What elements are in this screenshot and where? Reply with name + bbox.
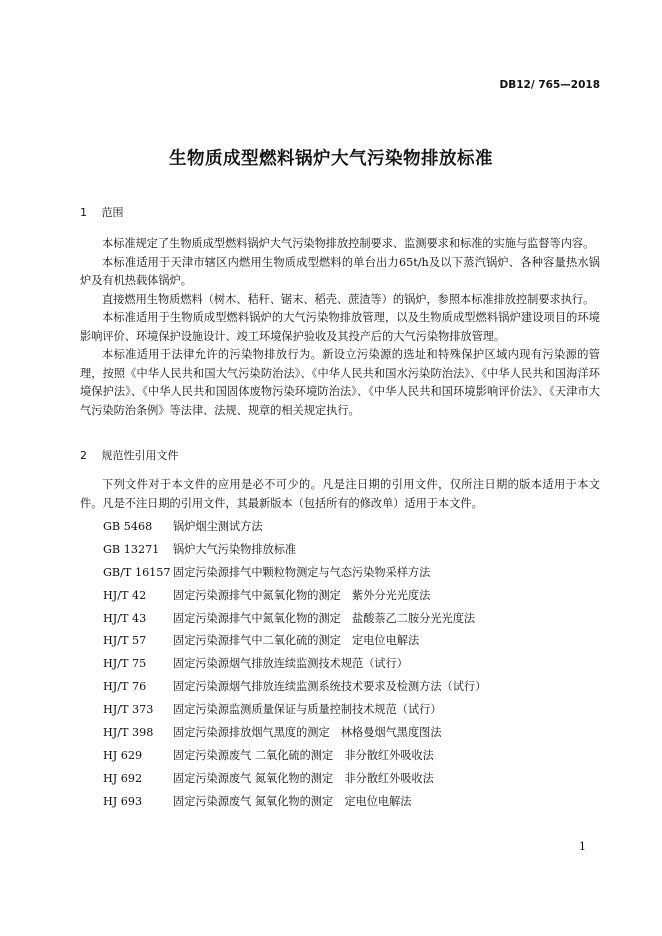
reference-code: HJ 692 <box>103 771 143 785</box>
reference-code: GB 5468 <box>103 520 153 533</box>
paragraph: 本标准适用于天津市辖区内燃用生物质成型燃料的单台出力65t/h及以下蒸汽锅炉、各种容量热水锅炉及有机热载体锅炉。 <box>80 255 600 287</box>
reference-item <box>103 701 603 724</box>
reference-code: HJ/T 76 <box>103 680 147 694</box>
reference-title: 固定污染源监测质量保证与质量控制技术规范（试行） <box>173 703 442 717</box>
reference-title: 固定污染源排放烟气黑度的测定 林格曼烟气黑度图法 <box>173 726 442 740</box>
paragraph: 本标准规定了生物质成型燃料锅炉大气污染物排放控制要求、监测要求和标准的实施与监督等内容。 <box>102 237 595 250</box>
section-scope-body <box>80 235 600 420</box>
reference-item <box>103 793 603 816</box>
reference-title: 固定污染源废气 氮氧化物的测定 定电位电解法 <box>173 794 412 808</box>
reference-code: HJ 629 <box>103 748 143 762</box>
section-heading-normative-references <box>80 447 179 463</box>
reference-code: GB/T 16157 <box>103 565 171 579</box>
reference-code: HJ/T 75 <box>103 657 147 671</box>
paragraph: 本标准适用于法律允许的污染物排放行为。新设立污染源的选址和特殊保护区域内现有污染源的管理，按照《中华人民共和国大气污染防治法》、《中华人民共和国水污染防治法》、《中华人民共和国海洋环境保护法》、《中华人民共和国固体废物污染环境防治法》、《中华人民共和国环境影响评价法》、《天津市大气污染防治条例》等法律、法规、规章的相关规定执行。 <box>80 348 600 417</box>
reference-item <box>103 587 603 610</box>
reference-code: HJ/T 57 <box>103 634 147 648</box>
reference-item <box>103 564 603 587</box>
reference-item <box>103 541 603 564</box>
section-title: 规范性引用文件 <box>101 449 179 462</box>
reference-item <box>103 655 603 678</box>
document-title: 生物质成型燃料锅炉大气污染物排放标准 <box>169 149 493 169</box>
reference-code: HJ/T 42 <box>103 588 147 602</box>
reference-title: 锅炉大气污染物排放标准 <box>173 542 297 556</box>
reference-title: 固定污染源排气中二氧化硫的测定 定电位电解法 <box>173 634 420 648</box>
section-title: 范围 <box>101 206 124 219</box>
paragraph: 本标准适用于生物质成型燃料锅炉的大气污染物排放管理，以及生物质成型燃料锅炉建设项目的环境影响评价、环境保护设施设计、竣工环境保护验收及其投产后的大气污染物排放管理。 <box>80 311 600 343</box>
reference-item <box>103 518 603 541</box>
reference-title: 固定污染源排气中氮氧化物的测定 盐酸萘乙二胺分光光度法 <box>173 611 476 625</box>
reference-item <box>103 724 603 747</box>
reference-title: 固定污染源排气中氮氧化物的测定 紫外分光光度法 <box>173 588 431 602</box>
reference-title: 固定污染源烟气排放连续监测系统技术要求及检测方法（试行） <box>173 680 487 694</box>
page-number: 1 <box>579 840 586 853</box>
reference-code: HJ/T 398 <box>103 726 154 740</box>
reference-title: 固定污染源废气 二氧化硫的测定 非分散红外吸收法 <box>173 748 434 762</box>
reference-title: 固定污染源废气 氮氧化物的测定 非分散红外吸收法 <box>173 771 434 785</box>
reference-item <box>103 610 603 633</box>
reference-code: HJ/T 43 <box>103 611 147 625</box>
standard-code: DB12/ 765—2018 <box>499 79 600 91</box>
reference-title: 固定污染源烟气排放连续监测技术规范（试行） <box>173 657 408 671</box>
reference-item <box>103 747 603 770</box>
reference-item <box>103 632 603 655</box>
section-number: 2 <box>80 449 87 462</box>
reference-title: 锅炉烟尘测试方法 <box>173 520 263 533</box>
reference-item <box>103 770 603 793</box>
reference-title: 固定污染源排气中颗粒物测定与气态污染物采样方法 <box>173 565 431 579</box>
reference-code: HJ 693 <box>103 794 143 808</box>
section-heading-scope <box>80 204 124 220</box>
reference-item <box>103 678 603 701</box>
reference-code: GB 13271 <box>103 542 160 556</box>
paragraph: 下列文件对于本文件的应用是必不可少的。凡是注日期的引用文件，仅所注日期的版本适用于本文件。凡是不注日期的引用文件，其最新版本（包括所有的修改单）适用于本文件。 <box>80 478 600 510</box>
reference-list <box>103 518 603 816</box>
reference-code: HJ/T 373 <box>103 703 154 717</box>
paragraph: 直接燃用生物质燃料（树木、秸秆、锯末、稻壳、蔗渣等）的锅炉，参照本标准排放控制要求执行。 <box>102 292 595 306</box>
section-references-body <box>80 476 600 513</box>
section-number: 1 <box>80 206 87 219</box>
